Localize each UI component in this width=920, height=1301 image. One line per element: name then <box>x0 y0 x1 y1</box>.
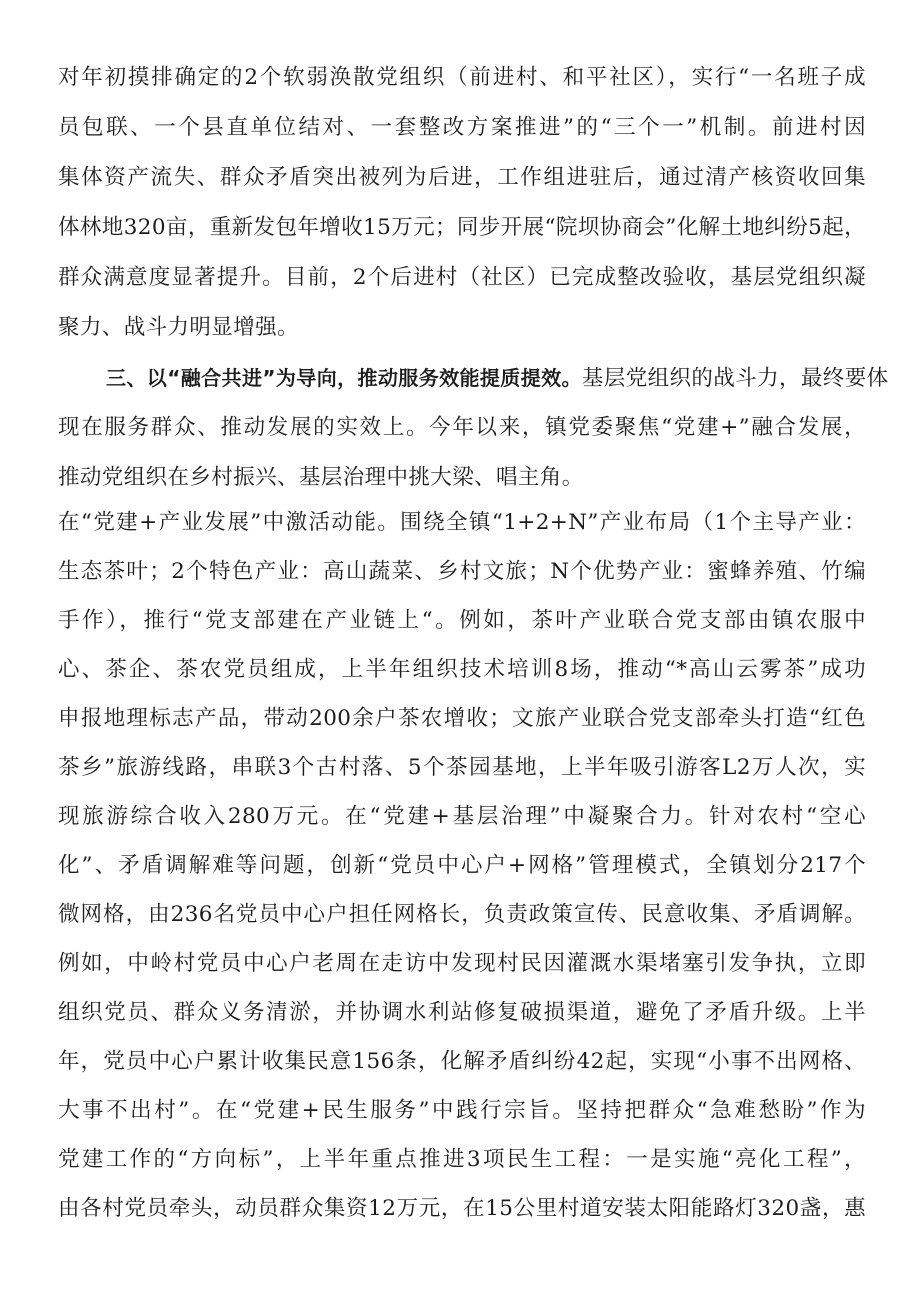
paragraph-2-line-10: 例如，中岭村党员中心户老周在走访中发现村民因灌溉水渠堵塞引发争执，立即 <box>58 951 866 976</box>
paragraph-2-line-9: 微网格，由236名党员中心户担任网格长，负责政策宣传、民意收集、矛盾调解。 <box>58 902 866 927</box>
section-3-line-2: 现在服务群众、推动发展的实效上。今年以来，镇党委聚焦“党建+”融合发展， <box>58 415 866 440</box>
paragraph-2-line-3: 手作），推行“党支部建在产业链上“。例如，茶叶产业联合党支部由镇农服中 <box>58 608 866 633</box>
paragraph-2-line-15: 由各村党员牵头，动员群众集资12万元，在15公里村道安装太阳能路灯320盏，惠 <box>58 1196 866 1221</box>
paragraph-1-line-4: 体林地320亩，重新发包年增收15万元；同步开展“院坝协商会”化解土地纠纷5起， <box>58 215 867 240</box>
paragraph-1-line-6: 聚力、战斗力明显增强。 <box>58 315 299 340</box>
paragraph-2-line-13: 大事不出村”。在“党建+民生服务”中践行宗旨。坚持把群众“急难愁盼”作为 <box>58 1098 866 1123</box>
paragraph-2-line-6: 茶乡”旅游线路，串联3个古村落、5个茶园基地，上半年吸引游客L2万人次，实 <box>58 755 866 780</box>
paragraph-2-line-1: 在“党建+产业发展”中激活动能。围绕全镇“1+2+N”产业布局（1个主导产业： <box>58 510 866 535</box>
paragraph-2-line-12: 年，党员中心户累计收集民意156条，化解矛盾纠纷42起，实现“小事不出网格、 <box>58 1049 866 1074</box>
section-3-heading-tail: 基层党组织的战斗力，最终要体 <box>581 366 889 391</box>
paragraph-2-line-7: 现旅游综合收入280万元。在“党建+基层治理”中凝聚合力。针对农村“空心 <box>58 804 866 829</box>
paragraph-2-line-8: 化”、矛盾调解难等问题，创新“党员中心户+网格”管理模式，全镇划分217个 <box>58 853 866 878</box>
paragraph-2-line-14: 党建工作的“方向标”，上半年重点推进3项民生工程：一是实施“亮化工程”， <box>58 1147 866 1172</box>
paragraph-2-line-11: 组织党员、群众义务清淤，并协调水利站修复破损渠道，避免了矛盾升级。上半 <box>58 1000 866 1025</box>
paragraph-2-line-2: 生态茶叶；2个特色产业：高山蔬菜、乡村文旅；N个优势产业：蜜蜂养殖、竹编 <box>58 559 866 584</box>
paragraph-1-line-2: 员包联、一个县直单位结对、一套整改方案推进”的“三个一”机制。前进村因 <box>58 115 866 140</box>
paragraph-2-line-4: 心、茶企、茶农党员组成，上半年组织技术培训8场，推动“*高山云雾茶”成功 <box>58 657 866 682</box>
paragraph-2-line-5: 申报地理标志产品，带动200余户茶农增收；文旅产业联合党支部牵头打造“红色 <box>58 706 866 731</box>
section-3-line-3: 推动党组织在乡村振兴、基层治理中挑大梁、唱主角。 <box>58 465 584 490</box>
section-3-heading: 三、以“融合共进”为导向，推动服务效能提质提效。 <box>106 366 582 390</box>
section-3-heading-line <box>106 358 889 398</box>
paragraph-1-line-5: 群众满意度显著提升。目前，2个后进村（社区）已完成整改验收，基层党组织凝 <box>58 265 866 290</box>
paragraph-1-line-3: 集体资产流失、群众矛盾突出被列为后进，工作组进驻后，通过清产核资收回集 <box>58 165 866 190</box>
paragraph-1-line-1: 对年初摸排确定的2个软弱涣散党组织（前进村、和平社区），实行“一名班子成 <box>58 65 866 90</box>
